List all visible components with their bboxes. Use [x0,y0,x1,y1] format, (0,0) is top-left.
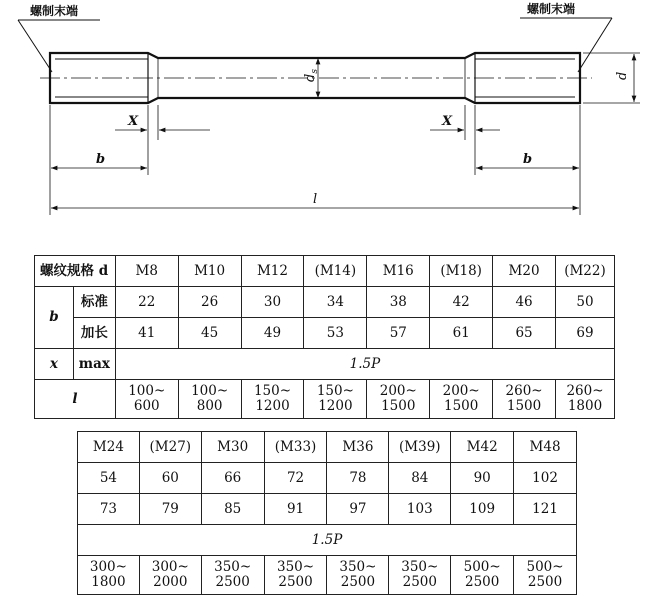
table-row [78,556,577,595]
x-value-cell: 1.5P [78,525,577,556]
l-range-cell: 260~ 1800 [556,380,615,419]
b-long-cell: 49 [241,318,304,349]
l-range-cell: 350~ 2500 [201,556,264,595]
b-std-cell: 26 [178,287,241,318]
b-long-cell: 41 [115,318,178,349]
spec-header: 螺纹规格 d [35,256,116,287]
l-range-cell: 200~ 1500 [367,380,430,419]
b-std-cell: 42 [430,287,493,318]
b-long-cell: 65 [493,318,556,349]
size-cell: M16 [367,256,430,287]
b-std-cell: 46 [493,287,556,318]
size-cell: (M39) [389,432,451,463]
b-long-cell: 103 [389,494,451,525]
l-range-cell: 100~ 600 [115,380,178,419]
l-range-cell: 350~ 2500 [389,556,451,595]
table-row [35,287,615,318]
size-cell: (M14) [304,256,367,287]
size-cell: (M18) [430,256,493,287]
b-std-cell: 102 [514,463,577,494]
b-long-cell: 69 [556,318,615,349]
b-long-cell: 57 [367,318,430,349]
l-label: l [35,380,116,419]
callout-right: 螺制末端 [527,2,576,16]
b-long-cell: 45 [178,318,241,349]
dim-x-right-label: X [442,114,453,129]
callout-left: 螺制末端 [30,4,79,18]
b-std-cell: 78 [327,463,389,494]
b-std-cell: 22 [115,287,178,318]
b-std-cell: 60 [139,463,201,494]
size-cell: M8 [115,256,178,287]
b-long-cell: 109 [451,494,514,525]
l-range-cell: 300~ 1800 [78,556,140,595]
size-cell: M10 [178,256,241,287]
stud-bolt-drawing [0,0,650,245]
dim-l-label: l [313,192,318,207]
b-std-cell: 54 [78,463,140,494]
l-range-cell: 300~ 2000 [139,556,201,595]
dim-b-right-label: b [523,152,533,167]
table-row [78,463,577,494]
size-cell: M48 [514,432,577,463]
b-std-cell: 84 [389,463,451,494]
b-std-cell: 30 [241,287,304,318]
l-range-cell: 350~ 2500 [264,556,327,595]
size-cell: (M33) [264,432,327,463]
b-std-cell: 72 [264,463,327,494]
dim-ds-label: $d_s$ [303,69,320,82]
l-range-cell: 500~ 2500 [451,556,514,595]
b-long-cell: 79 [139,494,201,525]
table-row [78,525,577,556]
b-long-cell: 91 [264,494,327,525]
table-row [78,432,577,463]
b-std-cell: 38 [367,287,430,318]
x-value-cell: 1.5P [115,349,614,380]
size-cell: (M27) [139,432,201,463]
long-label: 加长 [73,318,115,349]
table-row [35,349,615,380]
l-range-cell: 500~ 2500 [514,556,577,595]
b-long-cell: 121 [514,494,577,525]
b-long-cell: 73 [78,494,140,525]
x-label: x [35,349,74,380]
size-cell: M42 [451,432,514,463]
size-cell: M24 [78,432,140,463]
dim-d-label: d [615,71,630,80]
l-range-cell: 150~ 1200 [304,380,367,419]
b-label: b [35,287,74,349]
dimension-table-m24-m48 [77,431,577,595]
max-label: max [73,349,115,380]
table-row [78,494,577,525]
size-cell: M20 [493,256,556,287]
b-std-cell: 50 [556,287,615,318]
l-range-cell: 350~ 2500 [327,556,389,595]
b-std-cell: 66 [201,463,264,494]
b-long-cell: 85 [201,494,264,525]
size-cell: M36 [327,432,389,463]
b-std-cell: 34 [304,287,367,318]
dim-x-left-label: X [128,114,139,129]
std-label: 标准 [73,287,115,318]
l-range-cell: 150~ 1200 [241,380,304,419]
table-row [35,380,615,419]
b-long-cell: 97 [327,494,389,525]
size-cell: M30 [201,432,264,463]
dimension-table-m8-m22 [34,255,615,419]
l-range-cell: 260~ 1500 [493,380,556,419]
b-long-cell: 53 [304,318,367,349]
size-cell: (M22) [556,256,615,287]
table-row [35,256,615,287]
l-range-cell: 200~ 1500 [430,380,493,419]
dim-b-left-label: b [96,152,106,167]
b-long-cell: 61 [430,318,493,349]
size-cell: M12 [241,256,304,287]
l-range-cell: 100~ 800 [178,380,241,419]
table-row [35,318,615,349]
b-std-cell: 90 [451,463,514,494]
